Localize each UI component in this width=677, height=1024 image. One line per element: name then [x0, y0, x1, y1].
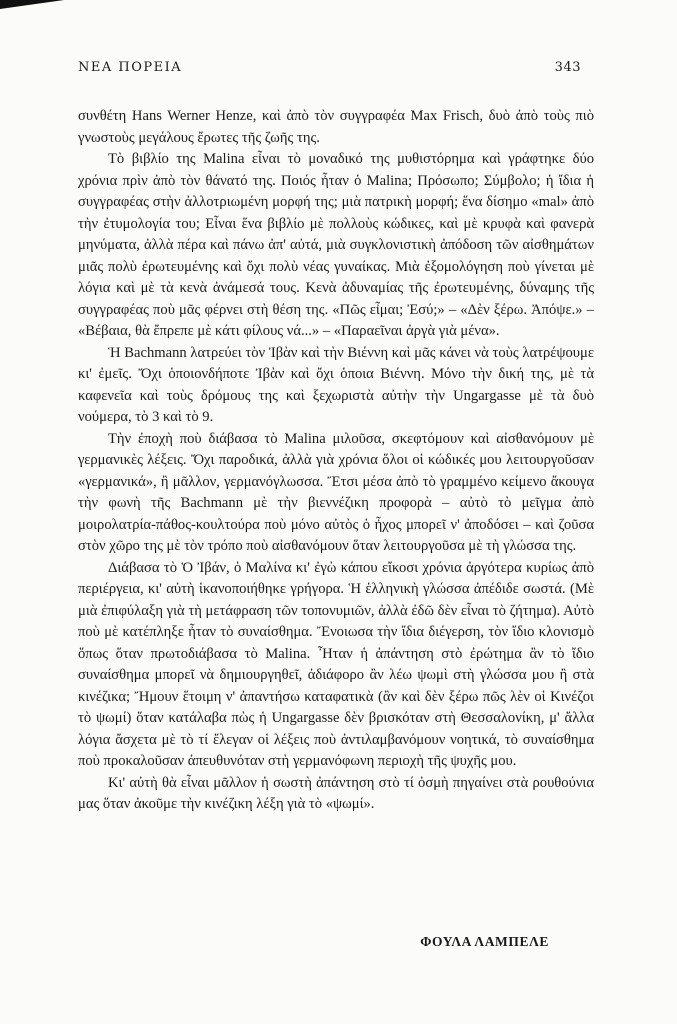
scan-corner-mark: [0, 0, 64, 10]
journal-title: ΝΕΑ ΠΟΡΕΙΑ: [78, 60, 183, 75]
paragraph-5: Διάβασα τὸ Ὁ Ἰβάν, ὁ Μαλίνα κι' ἐγὼ κάπου εἴκοσι χρόνια ἀργότερα κυρίως ἀπὸ περιέργεια, κι' αὐτὴ ἱκανοποιήθηκε γρήγορα. Ἡ ἑλληνικὴ γλώσσα ἀπέδιδε σωστά. (Μὲ μιὰ ἐπιφύλαξη γιὰ τὴ μετάφραση τῶν τοπονυμιῶν, ἀλλὰ ἐδῶ δὲν εἶναι τὸ ζήτημα). Αὐτὸ ποὺ μὲ κατέπληξε ἦταν τὸ συναίσθημα. Ἔνοιωσα τὴν ἴδια διέγερση, τὸν ἴδιο κλονισμὸ ὅπως ὅταν πρωτοδιάβασα τὸ Malina. Ἦταν ἡ ἀπάντηση στὸ ἐρώτημα ἂν τὸ ἴδιο συναίσθημα μπορεῖ νὰ δημιουργηθεῖ, ἀδιάφορο ἂν λέω ψωμὶ στὴ γλώσσα μου ἢ στὰ κινέζικα; Ἤμουν ἕτοιμη ν' ἀπαντήσω καταφατικὰ (ἂν καὶ δὲν ξέρω πῶς λὲν οἱ Κινέζοι τὸ ψωμί) ὅταν κατάλαβα πὼς ἡ Ungargasse δὲν βρισκόταν στὴ Θεσσαλονίκη, μ' ἄλλα λόγια ἄσχετα μὲ τὸ τί ἔλεγαν οἱ λέξεις ποὺ ἀντιλαμβανόμουν νοητικά, τὸ συναίσθημα ποὺ προκαλοῦσαν ἀπευθυνόταν στὴ γερμανόφωνη περιοχὴ τῆς ψυχῆς μου.: [78, 559, 594, 769]
running-header: [78, 60, 581, 80]
paragraph-4: Τὴν ἐποχὴ ποὺ διάβασα τὸ Malina μιλοῦσα, σκεφτόμουν καὶ αἰσθανόμουν μὲ γερμανικὲς λέξεις. Ὄχι παροδικά, ἀλλὰ γιὰ χρόνια ὅλοι οἱ κώδικές μου λειτουργοῦσαν «γερμανικά», ἢ μᾶλλον, γερμανόγλωσσα. Ἔτσι μέσα ἀπὸ τὸ γραμμένο κείμενο ἄκουγα τὴν φωνὴ τῆς Bachmann μὲ τὴν βιεννέζικη προφορὰ – αὐτὸ τὸ μεῖγμα ἀπὸ μοιρολατρία-πάθος-κουλτούρα ποὺ μόνο αὐτὸς ὁ ἦχος μπορεῖ ν' ἀποδόσει – καὶ ζοῦσα στὸν χῶρο της μὲ τὸν τρόπο ποὺ αἰσθανόμουν ὅταν λειτουργοῦσα μὲ τὴ γλώσσα της.: [78, 430, 594, 554]
paragraph-1: συνθέτη Hans Werner Henze, καὶ ἀπὸ τὸν συγγραφέα Max Frisch, δυὸ ἀπὸ τοὺς πιὸ γνωστοὺς μεγάλους ἔρωτες τῆς ζωῆς της.: [78, 108, 594, 146]
page-number: 343: [554, 60, 581, 75]
paragraph-3: Ἡ Bachmann λατρεύει τὸν Ἰβὰν καὶ τὴν Βιέννη καὶ μᾶς κάνει νὰ τοὺς λατρέψουμε κι' ἐμεῖς. Ὄχι ὁποιονδήποτε Ἰβὰν καὶ ὄχι ὁποια Βιέννη. Μόνο τὴν δική της, μὲ τὰ καφενεῖα καὶ τοὺς δρόμους της καὶ ξεχωριστὰ αὐτὴν τὴν Ungargasse μὲ τὰ δυὸ νούμερα, τὸ 3 καὶ τὸ 9.: [78, 344, 594, 425]
paragraph-6: Κι' αὐτὴ θὰ εἶναι μᾶλλον ἡ σωστὴ ἀπάντηση στὸ τί ὀσμὴ πηγαίνει στὰ ρουθούνια μας ὅταν ἀκοῦμε τὴν κινέζικη λέξη γιὰ τὸ «ψωμί».: [78, 774, 594, 812]
author-signature: ΦΟΥΛΑ ΛΑΜΠΕΛΕ: [420, 934, 549, 949]
article-body: [78, 106, 594, 816]
paragraph-2: Τὸ βιβλίο της Malina εἶναι τὸ μοναδικό της μυθιστόρημα καὶ γράφτηκε δύο χρόνια πρὶν ἀπὸ τὸν θάνατό της. Ποιός ἦταν ὁ Malina; Πρόσωπο; Σύμβολο; ἡ ἴδια ἡ συγγραφέας στὴν ἀλλοτριωμένη μορφή της; μιὰ πατρικὴ μορφή; ἕνα δίσημο «mal» ἀπὸ τὴν ἐτυμολογία του; Εἶναι ἕνα βιβλίο μὲ πολλοὺς κώδικες, καὶ μὲ κρυφὰ καὶ φανερὰ μηνύματα, ἀλλὰ πέρα καὶ πάνω ἀπ' αὐτά, μιὰ συγκλονιστικὴ ἀπόδοση τῶν αἰσθημάτων μιᾶς πολὺ ἐρωτευμένης καὶ ὄχι πολὺ νέας γυναίκας. Μιὰ ἐξομολόγηση ποὺ γίνεται μὲ λόγια καὶ μὲ τὰ κενὰ ἀνάμεσά τους. Κενὰ ἀδυναμίας τῆς ἐρωτευμένης, δύναμης τῆς συγγραφέας ποὺ μᾶς φέρνει στὴ θέση της. «Πῶς εἶμαι; Ἐσύ;» – «Δὲν ξέρω. Ἀπόψε.» – «Βέβαια, θὰ ἔπρεπε μὲ κάτι φίλους νά...» – «Παραεῖναι ἀργὰ γιὰ μένα».: [78, 151, 594, 339]
